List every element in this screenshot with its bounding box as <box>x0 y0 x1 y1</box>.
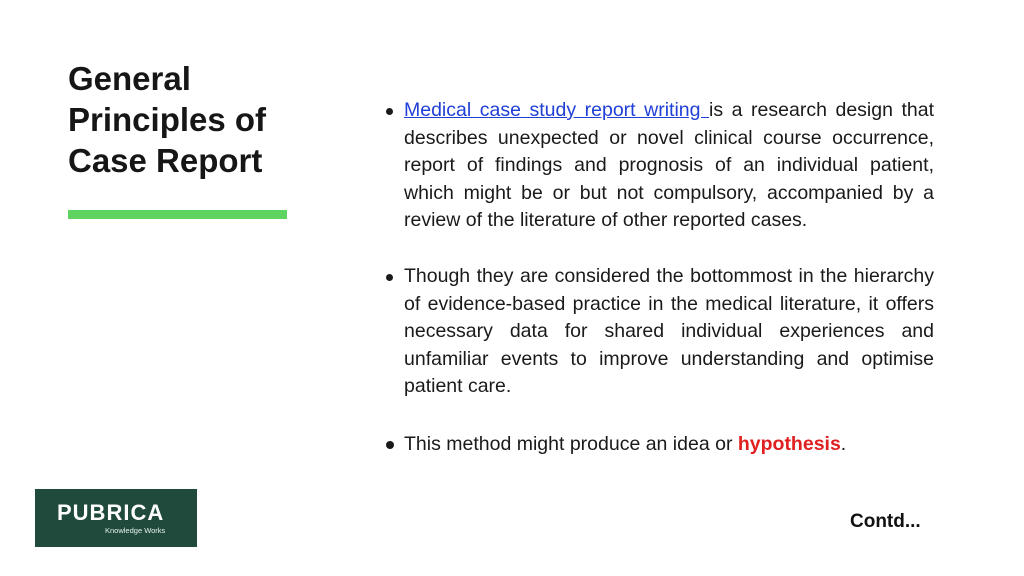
slide-title-line-2: Principles of <box>68 101 267 138</box>
pubrica-logo <box>35 489 197 547</box>
slide-title-line-3: Case Report <box>68 142 263 179</box>
case-study-link[interactable]: Medical case study report writing <box>404 99 710 121</box>
bullet-3-text-after: . <box>840 432 847 455</box>
logo-tagline: Knowledge Works <box>105 526 166 535</box>
logo-wordmark: PUBRICA <box>57 500 165 525</box>
continued-label: Contd... <box>850 511 921 532</box>
bullet-dot-icon <box>386 108 393 115</box>
bullet-2-text: Though they are considered the bottommost in the hierarchy of evidence-based practice in the medical literature, it offers necessary data for shared individual experiences and unfamiliar events to improve understanding and optimise patient care. <box>404 264 934 398</box>
bullet-item-3 <box>384 431 934 459</box>
bullet-item-2 <box>384 263 934 401</box>
bullet-dot-icon <box>386 274 393 281</box>
bullet-3-text-before: This method might produce an idea or <box>404 432 738 455</box>
bullet-item-1 <box>384 97 934 235</box>
slide-title-line-1: General <box>68 60 191 97</box>
bullet-list <box>384 97 934 459</box>
bullet-dot-icon <box>386 441 394 449</box>
bullet-1-text: is a research design that describes unexpected or novel clinical course occurrence, report of findings and prognosis of an individual patient, which might be or but not compulsory, accompanied by a review of the literature of other reported cases. <box>404 99 935 232</box>
slide-title <box>68 58 308 181</box>
title-accent-bar <box>68 210 287 219</box>
hypothesis-highlight: hypothesis <box>737 432 841 455</box>
